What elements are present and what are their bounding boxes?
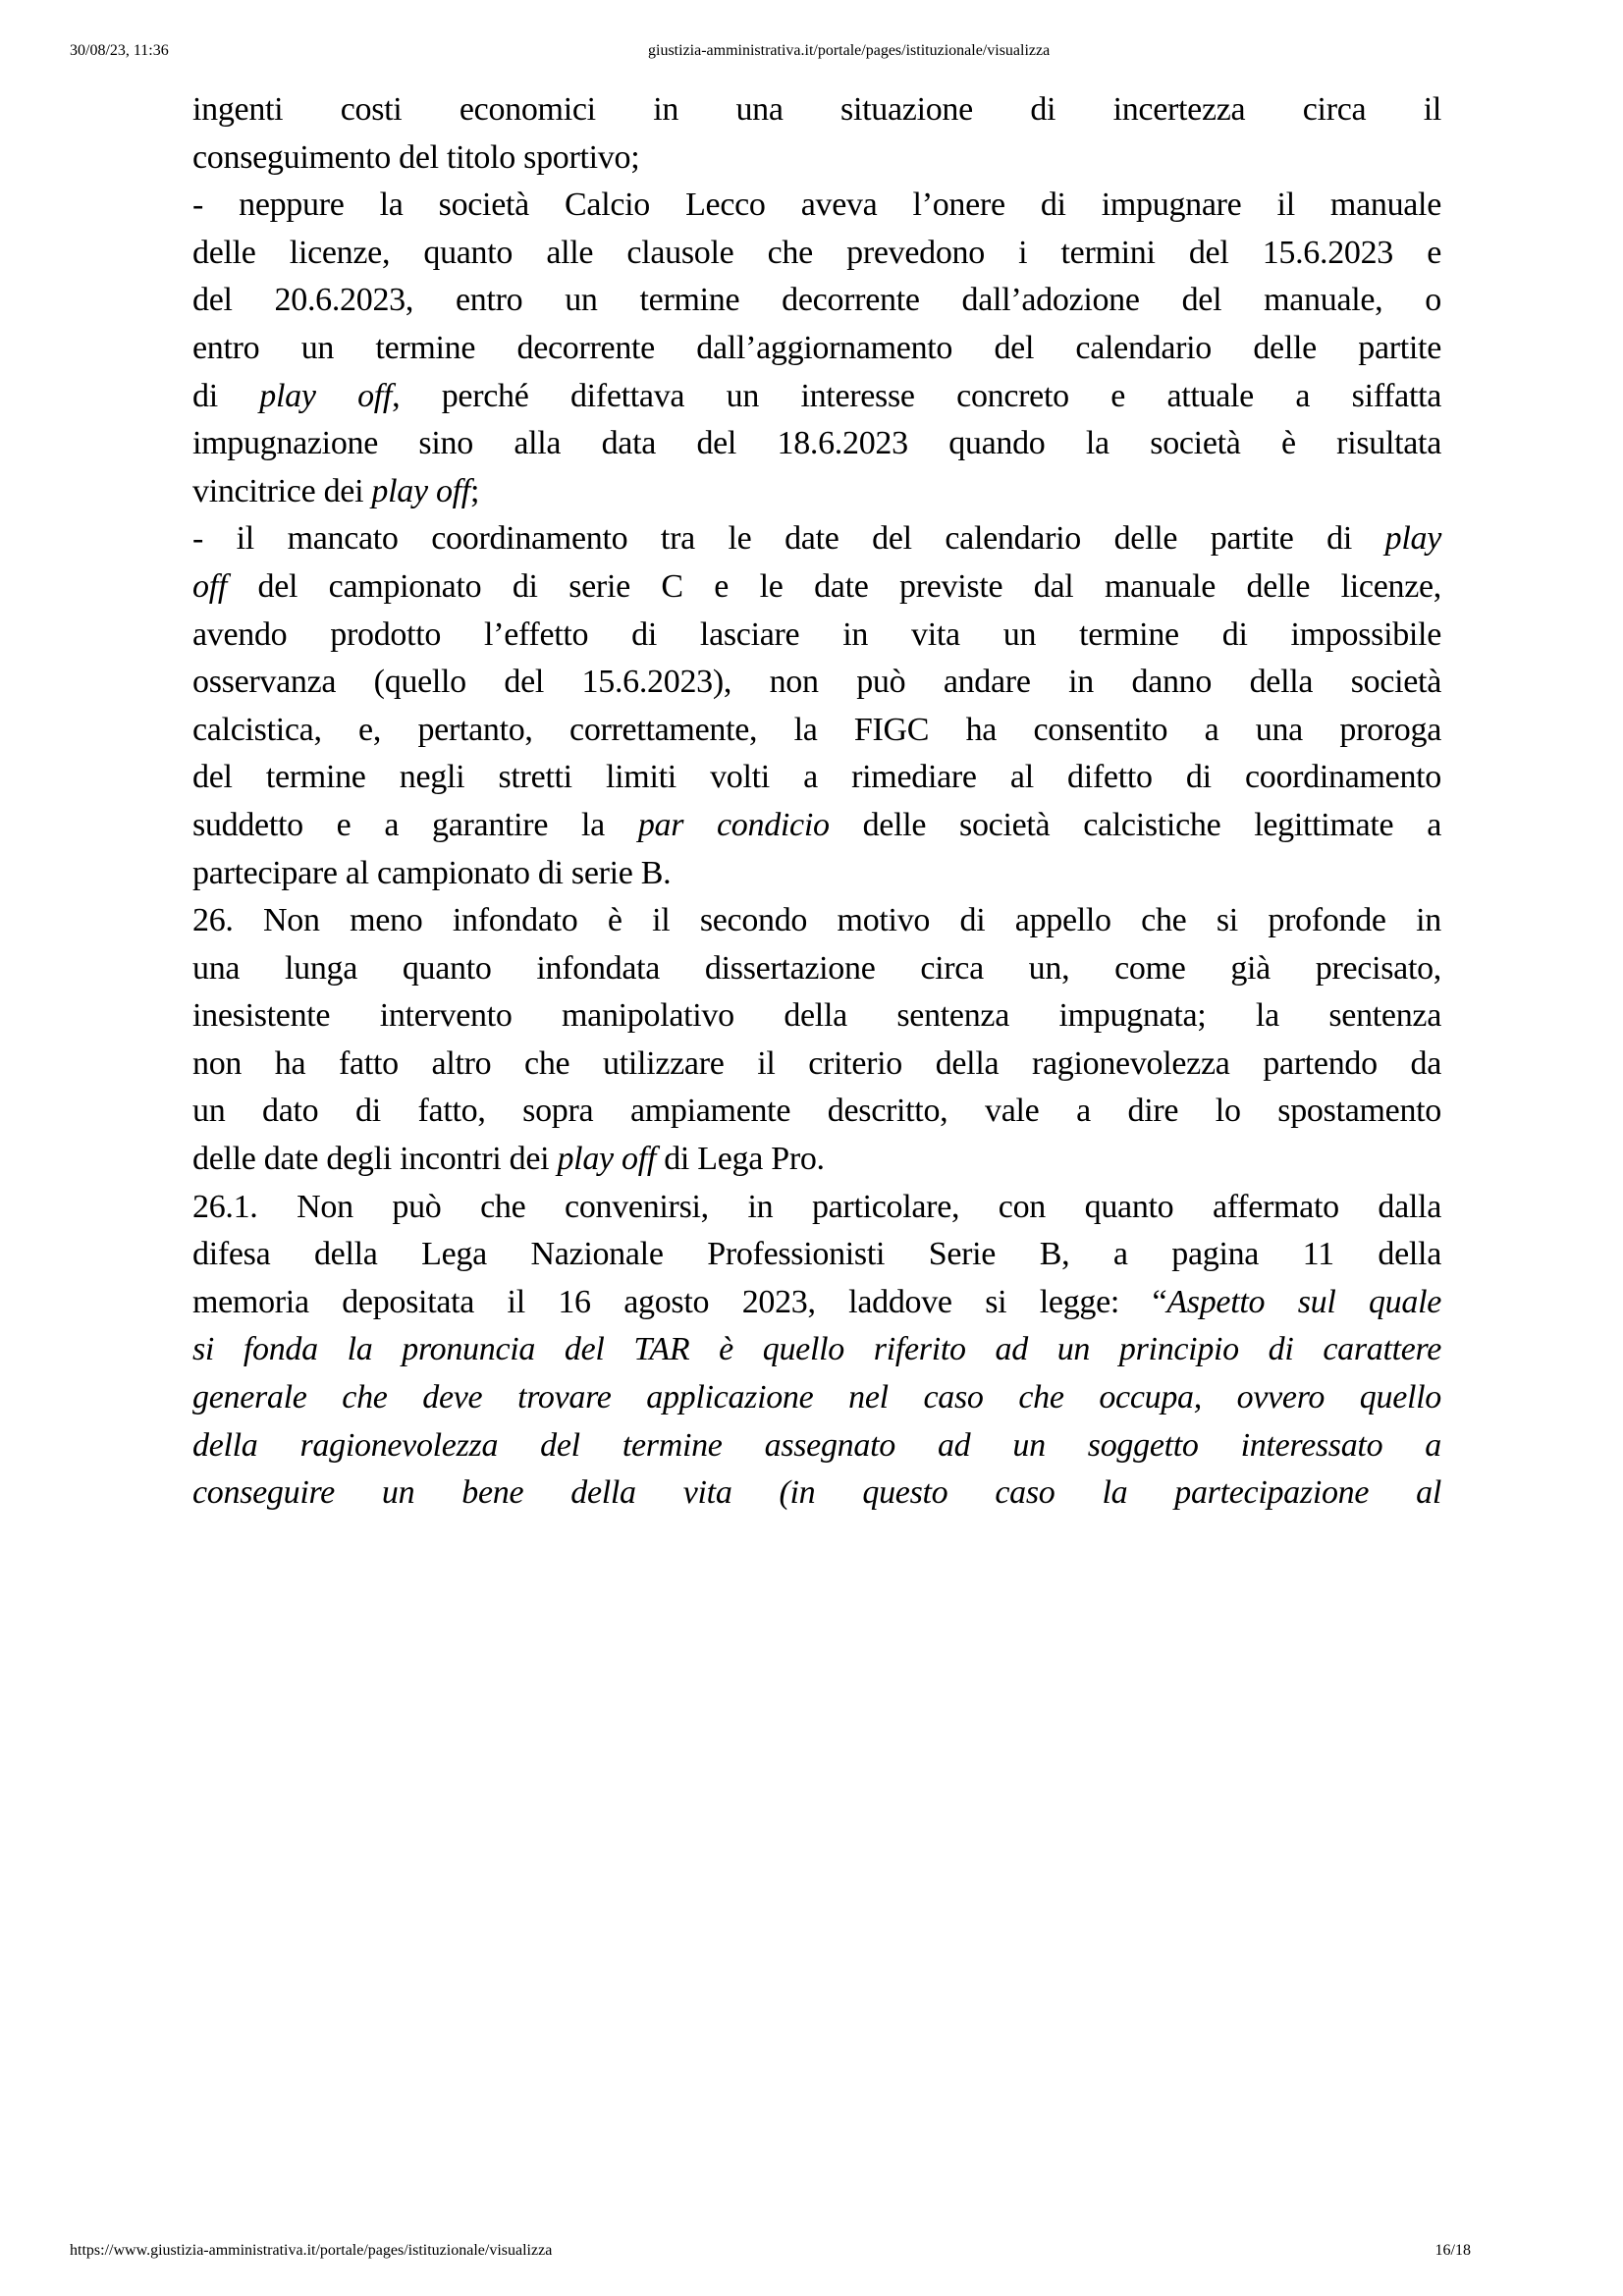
- text-segment: delle licenze, quanto alle clausole che prevedono i termini del 15.6.2023 e: [192, 234, 1441, 271]
- text-line: [192, 563, 1441, 612]
- italic-text: play off: [557, 1141, 657, 1178]
- print-url: https://www.giustizia-amministrativa.it/portale/pages/istituzionale/visualizza: [70, 2242, 553, 2259]
- text-segment: 26. Non meno infondato è il secondo motivo di appello che si profonde in: [192, 902, 1441, 939]
- italic-text: della ragionevolezza del termine assegnato ad un soggetto interessato a: [192, 1426, 1441, 1464]
- text-segment: difesa della Lega Nazionale Professionisti Serie B, a pagina 11 della: [192, 1236, 1441, 1273]
- text-line: [192, 515, 1441, 563]
- print-header: [0, 41, 1623, 61]
- text-line: [192, 86, 1441, 134]
- text-line: [192, 468, 1441, 516]
- print-footer: [0, 2241, 1623, 2261]
- text-line: [192, 182, 1441, 230]
- text-segment: inesistente intervento manipolativo della sentenza impugnata; la sentenza: [192, 997, 1441, 1035]
- text-segment: una lunga quanto infondata dissertazione circa un, come già precisato,: [192, 949, 1441, 987]
- text-segment: delle società calcistiche legittimate a: [829, 806, 1441, 843]
- text-line: [192, 945, 1441, 993]
- text-segment: del 20.6.2023, entro un termine decorrente dall’adozione del manuale, o: [192, 282, 1441, 319]
- italic-text: par condicio: [637, 806, 830, 843]
- text-segment: non ha fatto altro che utilizzare il criterio della ragionevolezza partendo da: [192, 1044, 1441, 1082]
- text-segment: ;: [469, 472, 480, 509]
- text-line: [192, 992, 1441, 1041]
- document-body: [192, 86, 1441, 1518]
- text-line: [192, 325, 1441, 373]
- italic-text: si fonda la pronuncia del TAR è quello riferito ad un principio di carattere: [192, 1331, 1441, 1368]
- text-segment: 26.1. Non può che convenirsi, in particolare, con quanto affermato dalla: [192, 1188, 1441, 1225]
- print-datetime: 30/08/23, 11:36: [70, 42, 169, 59]
- italic-text: generale che deve trovare applicazione nel caso che occupa, ovvero quello: [192, 1379, 1441, 1416]
- text-segment: di: [192, 377, 260, 414]
- text-segment: avendo prodotto l’effetto di lasciare in vita un termine di impossibile: [192, 615, 1441, 653]
- text-segment: - il mancato coordinamento tra le date del calendario delle partite di: [192, 520, 1385, 558]
- text-line: [192, 1041, 1441, 1089]
- text-segment: , perché difettava un interesse concreto e attuale a siffatta: [392, 377, 1442, 414]
- text-line: [192, 754, 1441, 802]
- text-segment: ingenti costi economici in una situazione di incertezza circa il: [192, 91, 1441, 128]
- italic-text: off: [192, 567, 227, 605]
- text-line: [192, 850, 1441, 898]
- text-segment: suddetto e a garantire la: [192, 806, 638, 843]
- page-counter: 16/18: [1434, 2242, 1471, 2259]
- text-segment: conseguimento del titolo sportivo;: [192, 138, 640, 176]
- text-line: [192, 1184, 1441, 1232]
- text-segment: delle date degli incontri dei: [192, 1141, 558, 1178]
- text-segment: del termine negli stretti limiti volti a rimediare al difetto di coordinamento: [192, 759, 1441, 796]
- text-line: [192, 420, 1441, 468]
- italic-text: play off: [371, 472, 470, 509]
- text-segment: memoria depositata il 16 agosto 2023, laddove si legge: “: [192, 1283, 1167, 1320]
- text-line: [192, 1326, 1441, 1374]
- text-segment: partecipare al campionato di serie B.: [192, 854, 672, 891]
- text-line: [192, 802, 1441, 850]
- text-segment: calcistica, e, pertanto, correttamente, la FIGC ha consentito a una proroga: [192, 711, 1441, 748]
- text-line: [192, 230, 1441, 278]
- text-line: [192, 373, 1441, 421]
- text-line: [192, 1088, 1441, 1136]
- italic-text: conseguire un bene della vita (in questo caso la partecipazione al: [192, 1474, 1441, 1512]
- text-line: [192, 1136, 1441, 1184]
- italic-text: play off: [259, 377, 393, 414]
- text-line: [192, 1279, 1441, 1327]
- text-line: [192, 897, 1441, 945]
- text-line: [192, 134, 1441, 183]
- text-segment: entro un termine decorrente dall’aggiornamento del calendario delle partite: [192, 329, 1441, 366]
- text-segment: impugnazione sino alla data del 18.6.2023 quando la società è risultata: [192, 425, 1441, 462]
- text-segment: del campionato di serie C e le date previste dal manuale delle licenze,: [227, 567, 1441, 605]
- text-line: [192, 1374, 1441, 1422]
- text-segment: osservanza (quello del 15.6.2023), non può andare in danno della società: [192, 664, 1441, 701]
- text-line: [192, 612, 1441, 660]
- text-line: [192, 659, 1441, 707]
- text-segment: un dato di fatto, sopra ampiamente descritto, vale a dire lo spostamento: [192, 1093, 1441, 1130]
- text-line: [192, 1469, 1441, 1518]
- text-segment: vincitrice dei: [192, 472, 372, 509]
- text-segment: di Lega Pro.: [656, 1141, 825, 1178]
- italic-text: play: [1384, 520, 1441, 558]
- italic-text: Aspetto sul quale: [1166, 1283, 1442, 1320]
- text-line: [192, 1231, 1441, 1279]
- text-line: [192, 707, 1441, 755]
- text-line: [192, 1422, 1441, 1470]
- print-page-title: giustizia-amministrativa.it/portale/pages/istituzionale/visualizza: [648, 42, 1051, 59]
- text-segment: - neppure la società Calcio Lecco aveva l’onere di impugnare il manuale: [192, 187, 1441, 224]
- text-line: [192, 277, 1441, 325]
